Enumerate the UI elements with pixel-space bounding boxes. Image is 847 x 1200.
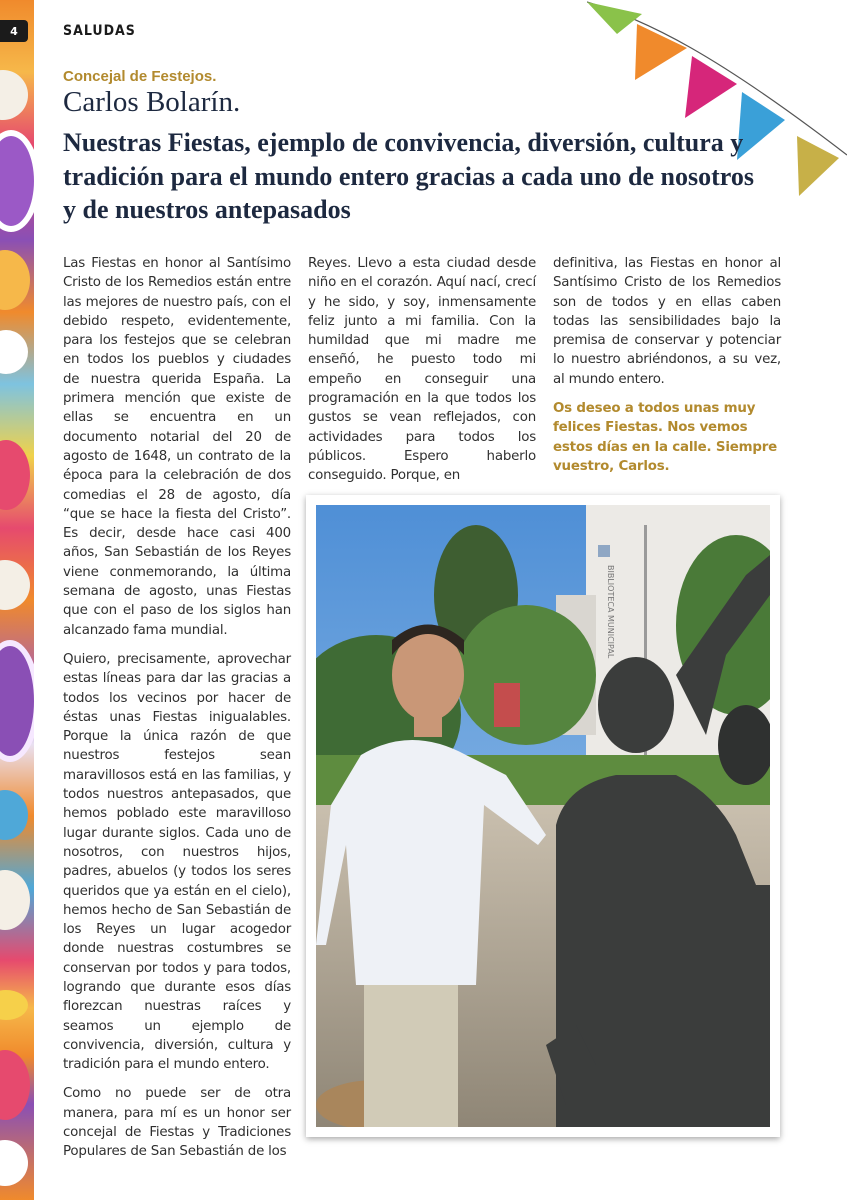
article-headline: Nuestras Fiestas, ejemplo de convivencia, diversión, cultura y tradición para el mundo entero gracias a cada uno de nosotros y de nuestros antepasados <box>63 128 754 224</box>
closing-greeting: Os deseo a todos unas muy felices Fiestas. Nos vemos estos días en la calle. Siempre vuestro, Carlos. <box>553 401 778 474</box>
section-label: SALUDAS <box>63 23 136 39</box>
paragraph: Reyes. Llevo a esta ciudad desde niño en el corazón. Aquí nací, crecí y he sido, y soy, inmensamente feliz junto a mi familia. Con la humildad que mi madre me enseñó, he puesto todo mi empeño en conseguir una programación en la que todos los gustos se vean reflejados, con actividades para todos los públicos. Espero haberlo conseguido. Porque, en <box>308 256 536 484</box>
author-role: Concejal de Festejos. <box>63 68 217 85</box>
decorative-side-strip <box>0 0 34 1200</box>
text-column-2 <box>308 254 536 496</box>
page-number: 4 <box>0 20 28 42</box>
text-column-3 <box>553 254 781 486</box>
photo-carlos-with-statue <box>316 505 770 1127</box>
svg-text:BIBLIOTECA MUNICIPAL: BIBLIOTECA MUNICIPAL <box>606 565 615 659</box>
bunting-flag-olive <box>797 136 839 196</box>
photo-frame <box>306 495 780 1137</box>
bunting-flag-green <box>587 2 642 34</box>
paragraph: Las Fiestas en honor al Santísimo Cristo de los Remedios están entre las mejores de nuestro país, con el debido respeto, evidentemente, para los festejos que se celebran en todos los pueblos y ciudades de nuestra querida España. La primera mención que existe de ellas se encuentra en un documento notarial del 20 de agosto de 1648, un contrato de la época para la celebración de dos comedias el 28 de agosto, día “que se hace la fiesta del Cristo”. Es decir, desde hace casi 400 años, San Sebastián de los Reyes viene conmemorando, la última semana de agosto, unas Fiestas que con el paso de los siglos han alcanzado fama mundial. <box>63 256 291 638</box>
paragraph: Quiero, precisamente, aprovechar estas líneas para dar las gracias a todos los vecinos por hacer de éstas unas Fiestas inigualables. Porque la única razón de que nuestros festejos sean maravillosos está en las familias, y todos nuestros antepasados, que hemos poblado este maravilloso lugar durante siglos. Cada uno de nosotros, con nuestros hijos, padres, abuelos (y todos los seres queridos que ya están en el cielo), hemos hecho de San Sebastián de los Reyes un lugar acogedor donde nuestras costumbres se conservan por todos y para todos, logrando que durante esos días florezcan nuestras raíces y seamos un ejemplo de convivencia, diversión, cultura y tradición para el mundo entero. <box>63 651 291 1073</box>
paragraph: Como no puede ser de otra manera, para mí es un honor ser concejal de Fiestas y Tradiciones Populares de San Sebastián de los <box>63 1086 291 1160</box>
text-column-1 <box>63 254 291 1172</box>
bunting-flag-magenta <box>685 56 737 118</box>
author-name: Carlos Bolarín. <box>63 86 241 118</box>
paragraph: definitiva, las Fiestas en honor al Santísimo Cristo de los Remedios son de todos y en ellas caben todas las sensibilidades bajo la premisa de conservar y potenciar lo nuestro abriéndonos, a su vez, al mundo entero. <box>553 256 781 387</box>
building-sign <box>606 565 615 659</box>
